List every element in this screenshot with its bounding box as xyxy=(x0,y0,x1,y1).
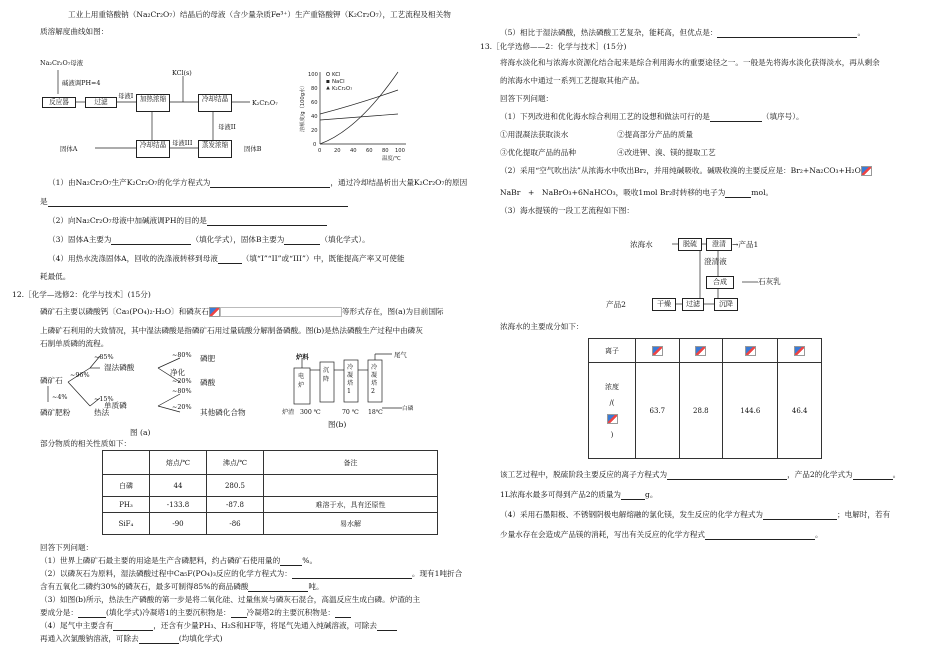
q11-4-text: （4）用热水洗涤固体A，回收的洗涤液转移到母液 xyxy=(48,254,218,263)
q13-4-text: （4）采用石墨阳极、不锈钢阴极电解熔融的氯化镁，发生反应的化学方程式为 xyxy=(500,510,764,519)
answer-blank[interactable] xyxy=(48,198,348,207)
q12-title: 12.［化学—选修2：化学与技术］(15分) xyxy=(12,290,151,299)
table-cell: 难溶于水，具有还原性 xyxy=(264,497,438,513)
svg-text:100: 100 xyxy=(395,148,405,154)
option-2: ②提高部分产品的质量 xyxy=(617,130,693,139)
figa-p80a: ~80% xyxy=(172,351,192,359)
q13-3b-text: ，产品2的化学式为 xyxy=(787,470,853,479)
flow-cool2: 冷却结晶 xyxy=(136,140,170,158)
q12-answer-prompt: 回答下列问题： xyxy=(40,543,94,552)
q13-a: 将海水淡化和与浓海水资源化结合起来是综合利用海水的重要途径之一。一般是先将海水淡化获得淡水，再从剩余 xyxy=(500,58,880,67)
broken-image-icon xyxy=(607,414,618,424)
answer-blank[interactable] xyxy=(139,635,179,644)
ion-conc-unit-open: /( xyxy=(609,398,615,407)
ion-conc-label: 浓度 xyxy=(605,382,619,391)
q12-1 xyxy=(40,556,317,566)
q12-2b-text: 。现有1吨折合 xyxy=(411,569,463,578)
q12-2-text: （2）以磷灰石为原料，湿法磷酸过程中Ca₅F(PO₄)₃反应的化学方程式为： xyxy=(40,569,292,578)
answer-blank[interactable] xyxy=(218,255,242,264)
q11-2-text: （2）向Na₂Cr₂O₇母液中加碱液调PH的目的是 xyxy=(48,216,207,225)
figb-charge: 炉料 xyxy=(296,353,309,361)
q13-3e-text: g。 xyxy=(645,490,658,499)
ion-value-cell: 46.4 xyxy=(778,363,822,459)
q11-1c-text: 是 xyxy=(40,197,48,206)
q13-1-text: （1）下列改进和优化海水综合利用工艺的设想和做法可行的是 xyxy=(500,112,710,121)
table-cell: -86 xyxy=(207,513,264,535)
table-row xyxy=(103,513,438,535)
table-cell: -90 xyxy=(150,513,207,535)
ion-image-cell xyxy=(723,339,778,363)
q13-answer-prompt: 回答下列问题： xyxy=(500,94,554,103)
q13-3d xyxy=(500,490,658,500)
q12-3c-text: (填化学式)冷凝塔1的主要沉积物是： xyxy=(105,608,231,617)
q13-2-text: （2）采用“空气吹出法”从浓海水中吹出Br₂，并用纯碱吸收。碱吸收溴的主要反应是：Br₂+Na₂CO₃+H₂O xyxy=(500,166,861,175)
answer-blank[interactable] xyxy=(717,29,857,38)
figa-thermal: 热法 xyxy=(94,408,110,417)
broken-image-icon xyxy=(745,346,756,356)
answer-blank[interactable] xyxy=(710,113,762,122)
flow-cool: 冷却结晶 xyxy=(198,94,232,112)
sol-xlabel: 温度/℃ xyxy=(382,156,401,162)
q11-4c: 耗最低。 xyxy=(40,272,71,281)
mg-synth: 合成 xyxy=(706,276,734,289)
q12-4c xyxy=(40,634,223,644)
magnesium-flowchart xyxy=(606,230,830,314)
broken-image-icon xyxy=(209,307,220,317)
ion-intro: 浓海水的主要成分如下： xyxy=(500,322,584,331)
figa-single-p: 单质磷 xyxy=(104,401,127,410)
svg-text:40: 40 xyxy=(311,114,318,120)
q13-1b-text: （填序号）。 xyxy=(761,112,804,121)
table-header-cell: 备注 xyxy=(264,451,438,475)
flow-evap: 蒸发浓缩 xyxy=(198,140,232,158)
q11-3 xyxy=(48,235,370,245)
answer-blank[interactable] xyxy=(78,609,106,618)
q12-4 xyxy=(40,621,397,631)
q12-a xyxy=(40,307,444,317)
ion-value-row xyxy=(589,363,822,459)
q13-title: 13.［化学选修——2：化学与技术］(15分) xyxy=(480,42,627,51)
mg-filter: 过滤 xyxy=(682,298,704,311)
ion-table xyxy=(588,338,822,459)
ion-value-cell: 28.8 xyxy=(679,363,723,459)
ion-image-cell xyxy=(778,339,822,363)
q11-4 xyxy=(48,254,405,264)
answer-blank[interactable] xyxy=(284,236,320,245)
q12-4b-text: ，还含有少量PH₃、H₂S和HF等，将尾气先通入纯碱溶液，可除去 xyxy=(153,621,377,630)
table-cell: PH₃ xyxy=(103,497,150,513)
figure-a xyxy=(40,350,270,440)
figb-white: 白磷 xyxy=(402,406,414,412)
q13-3c-text: 。 xyxy=(892,470,901,479)
figb-cond2: 冷凝塔2 xyxy=(371,364,378,395)
ion-header-row xyxy=(589,339,822,363)
answer-blank[interactable] xyxy=(725,189,751,198)
flow-liquor1: 母液I xyxy=(118,92,134,100)
figb-slag: 炉渣 xyxy=(282,409,295,416)
q11-3b-text: （填化学式），固体B主要为 xyxy=(191,235,285,244)
mg-lime: 石灰乳 xyxy=(758,277,781,286)
q12-b: 上磷矿石利用的大致情况，其中湿法磷酸是指磷矿石用过量硫酸分解制备磷酸。图(b)是热法磷酸生产过程中由磷灰 xyxy=(40,326,423,335)
table-cell: 白磷 xyxy=(103,475,150,497)
answer-blank[interactable] xyxy=(113,622,153,631)
figa-p20a: ~20% xyxy=(172,377,192,385)
q12-4d-text: (均填化学式) xyxy=(178,634,223,643)
answer-blank[interactable] xyxy=(705,531,815,540)
q13-2b xyxy=(500,188,773,198)
q13-1 xyxy=(500,112,804,122)
answer-blank[interactable] xyxy=(621,491,645,500)
ion-value-cell: 63.7 xyxy=(636,363,680,459)
mg-product1: →产品1 xyxy=(732,240,759,249)
q11-1c xyxy=(40,197,348,207)
figb-furnace: 电炉 xyxy=(298,373,305,389)
chromate-flowchart xyxy=(40,58,290,168)
flow-mother-liquor: Na₂Cr₂O₇母液 xyxy=(40,59,84,67)
ion-value-cell: 144.6 xyxy=(723,363,778,459)
svg-text:80: 80 xyxy=(311,86,318,92)
ion-image-cell xyxy=(679,339,723,363)
broken-image-icon xyxy=(861,166,872,176)
q13-2c-text: mol。 xyxy=(751,188,774,197)
q11-intro-2: 质溶解度曲线如图： xyxy=(40,27,109,36)
q12-4-text: （4）尾气中主要含有 xyxy=(40,621,114,630)
mg-sea: 浓海水 xyxy=(630,240,653,249)
option-1: ①用混凝法获取淡水 xyxy=(500,130,569,139)
figa-p80b: ~80% xyxy=(172,387,192,395)
q12-1-text: （1）世界上磷矿石最主要的用途是生产含磷肥料，约占磷矿石使用量的 xyxy=(40,556,281,565)
table-cell: 易水解 xyxy=(264,513,438,535)
q13-3a xyxy=(500,470,900,480)
flow-product: K₂Cr₂O₇ xyxy=(252,99,278,107)
q13-4b-text: ；电解时，若有 xyxy=(837,510,891,519)
table-intro: 部分物质的相关性质如下： xyxy=(40,439,132,448)
figa-acid: 磷酸 xyxy=(200,378,216,387)
flow-kcl: KCl(s) xyxy=(172,69,192,77)
figa-p85: ~85% xyxy=(94,353,114,361)
broken-image-icon xyxy=(695,346,706,356)
q12-5 xyxy=(500,28,865,38)
figb-cond1: 冷凝塔1 xyxy=(347,364,354,395)
table-header-row xyxy=(103,451,438,475)
figa-purify: 净化 xyxy=(170,368,186,377)
figa-fertilizer: 磷肥 xyxy=(200,354,216,363)
ion-label-cell: 离子 xyxy=(589,339,636,363)
mg-clear: 澄清液 xyxy=(704,257,727,266)
svg-text:100: 100 xyxy=(308,72,318,78)
q11-1b-text: ，通过冷却结晶析出大量K₂Cr₂O₇的原因 xyxy=(330,178,468,187)
figa-p96: ~96% xyxy=(70,371,90,379)
q12-2d-text: 吨。 xyxy=(308,582,324,591)
flow-filter: 过滤 xyxy=(85,97,117,108)
broken-image-icon xyxy=(794,346,805,356)
figb-t18: 18℃ xyxy=(368,409,383,416)
q11-2 xyxy=(48,216,327,226)
table-cell xyxy=(264,475,438,497)
table-header-cell xyxy=(103,451,150,475)
figa-wet: 湿法磷酸 xyxy=(104,363,135,372)
table-header-cell: 沸点/℃ xyxy=(207,451,264,475)
figb-t300: 300 ℃ xyxy=(300,409,321,416)
table-header-cell: 熔点/℃ xyxy=(150,451,207,475)
option-3: ③优化提取产品的品种 xyxy=(500,148,576,157)
figb-caption: 图(b) xyxy=(328,420,347,429)
q12-4c-text: 再通入次氯酸钠溶液，可除去 xyxy=(40,634,139,643)
q13-3a-text: 该工艺过程中，脱硫阶段主要反应的离子方程式为 xyxy=(500,470,668,479)
solubility-plot xyxy=(298,64,418,164)
legend-kcl: KCl xyxy=(332,72,341,78)
q11-intro: 工业上用重铬酸钠（Na₂Cr₂O₇）结晶后的母液（含少量杂质Fe³⁺）生产重铬酸钾（K₂Cr₂O₇），工艺流程及相关物 xyxy=(68,10,451,19)
ion-concentration-cell xyxy=(589,363,636,459)
answer-blank[interactable] xyxy=(667,471,787,480)
flow-liquor3: 母液III xyxy=(172,139,193,147)
q13-4d-text: 。 xyxy=(815,530,823,539)
image-placeholder xyxy=(220,307,342,317)
table-row xyxy=(103,475,438,497)
figa-other: 其他磷化合物 xyxy=(200,408,246,417)
answer-blank[interactable] xyxy=(292,570,412,579)
flow-solid-b: 固体B xyxy=(244,145,262,153)
q12-3b-text: 要成分是： xyxy=(40,608,78,617)
q12-a-text: 磷矿石主要以磷酸钙〔Ca₃(PO₄)₂·H₂O〕和磷灰石 xyxy=(40,307,209,316)
svg-text:60: 60 xyxy=(366,148,373,154)
figa-caption: 图 (a) xyxy=(130,428,151,437)
mg-product2: 产品2 xyxy=(606,300,627,309)
option-4: ④改进钾、溴、镁的提取工艺 xyxy=(617,148,716,157)
svg-text:40: 40 xyxy=(350,148,357,154)
answer-blank[interactable] xyxy=(248,583,308,592)
mg-clarify: 澄清 xyxy=(706,238,732,251)
mg-dry: 干燥 xyxy=(652,298,676,311)
figb-settle: 沉降 xyxy=(323,367,330,383)
q13-3d-text: 1L浓海水最多可得到产品2的质量为 xyxy=(500,490,622,499)
q11-3-text: （3）固体A主要为 xyxy=(48,235,112,244)
q11-3c-text: （填化学式）。 xyxy=(320,235,370,244)
answer-blank[interactable] xyxy=(207,217,327,226)
q12-5-text: （5）相比于湿法磷酸，热法磷酸工艺复杂，能耗高，但优点是： xyxy=(500,28,718,37)
answer-blank[interactable] xyxy=(377,622,397,631)
mg-desulf: 脱硫 xyxy=(678,238,702,251)
q13-3: （3）海水提镁的一段工艺流程如下图： xyxy=(500,206,634,215)
figb-t70: 70 ℃ xyxy=(342,409,359,416)
flow-liquor2: 母液II xyxy=(218,123,236,131)
q13-b: 的浓海水中通过一系列工艺提取其他产品。 xyxy=(500,76,645,85)
legend-k2cr2o7: K₂Cr₂O₇ xyxy=(332,86,353,92)
answer-blank[interactable] xyxy=(853,471,893,480)
figa-p4: ~4% xyxy=(52,393,68,401)
legend-nacl: NaCl xyxy=(332,79,345,85)
table-cell: -133.8 xyxy=(150,497,207,513)
answer-blank[interactable] xyxy=(335,609,351,618)
sol-ylabel: 溶解度/g（100g水） xyxy=(300,82,306,132)
q12-5b-text: 。 xyxy=(857,28,866,37)
answer-blank[interactable] xyxy=(231,609,247,618)
figb-tail: 尾气 xyxy=(394,351,407,359)
table-row xyxy=(103,497,438,513)
svg-text:20: 20 xyxy=(311,128,318,134)
q11-1-text: （1）由Na₂Cr₂O₇生产K₂Cr₂O₇的化学方程式为 xyxy=(48,178,211,187)
figure-b xyxy=(272,350,442,430)
figa-fert: 磷矿肥粉 xyxy=(40,408,71,417)
svg-text:60: 60 xyxy=(311,100,318,106)
q11-1 xyxy=(48,178,467,188)
q12-2 xyxy=(40,569,462,579)
ion-conc-unit-image xyxy=(589,411,635,427)
table-cell: 44 xyxy=(150,475,207,497)
figa-p15: ~15% xyxy=(94,395,114,403)
svg-text:20: 20 xyxy=(334,148,341,154)
flow-heat: 加热浓缩 xyxy=(136,94,170,112)
mg-settle: 沉降 xyxy=(714,298,738,311)
q13-2b-text: NaBr + NaBrO₃+6NaHCO₃，吸收1mol Br₂时转移的电子为 xyxy=(500,188,726,197)
ion-image-cell xyxy=(636,339,680,363)
q12-2c-text: 含有五氧化二磷约30%的磷灰石，最多可制得85%的商品磷酸 xyxy=(40,582,249,591)
q13-4 xyxy=(500,510,890,520)
properties-table xyxy=(102,450,438,535)
q13-4c xyxy=(500,530,823,540)
q12-3d-text: 冷凝塔2的主要沉积物是： xyxy=(246,608,336,617)
answer-blank[interactable] xyxy=(210,179,330,188)
q12-a2-text: 等形式存在，图(a)为目前国际 xyxy=(341,307,444,316)
flow-reactor: 反应器 xyxy=(42,97,76,108)
solubility-chart xyxy=(298,64,418,164)
q12-1b-text: %。 xyxy=(302,556,318,565)
svg-text:0: 0 xyxy=(318,148,322,154)
table-cell: -87.8 xyxy=(207,497,264,513)
figa-p20b: ~20% xyxy=(172,403,192,411)
figa-ore: 磷矿石 xyxy=(40,376,63,385)
svg-text:80: 80 xyxy=(382,148,389,154)
svg-text:0: 0 xyxy=(313,142,317,148)
table-cell: SiF₄ xyxy=(103,513,150,535)
q12-2c xyxy=(40,582,324,592)
q13-2 xyxy=(500,166,872,176)
q12-3: （3）如图(b)所示，热法生产磷酸的第一步是将二氧化硅、过量焦炭与磷灰石混合，高温反应生成白磷。炉渣的主 xyxy=(40,595,421,604)
flow-alkali: 碱液调PH=4 xyxy=(62,79,101,87)
ion-conc-unit-close: ) xyxy=(610,430,614,439)
q11-4b-text: （填“I”“II”或“III”）中，既能提高产率又可使能 xyxy=(241,254,405,263)
answer-blank[interactable] xyxy=(111,236,191,245)
flow-solid-a: 固体A xyxy=(60,145,78,153)
answer-blank[interactable] xyxy=(763,511,837,520)
broken-image-icon xyxy=(652,346,663,356)
q12-c: 石制单质磷的流程。 xyxy=(40,339,109,348)
answer-blank[interactable] xyxy=(280,557,302,566)
q12-3b xyxy=(40,608,351,618)
table-cell: 280.5 xyxy=(207,475,264,497)
q13-4c-text: 少量水存在会造成产品镁的消耗，写出有关反应的化学方程式 xyxy=(500,530,706,539)
